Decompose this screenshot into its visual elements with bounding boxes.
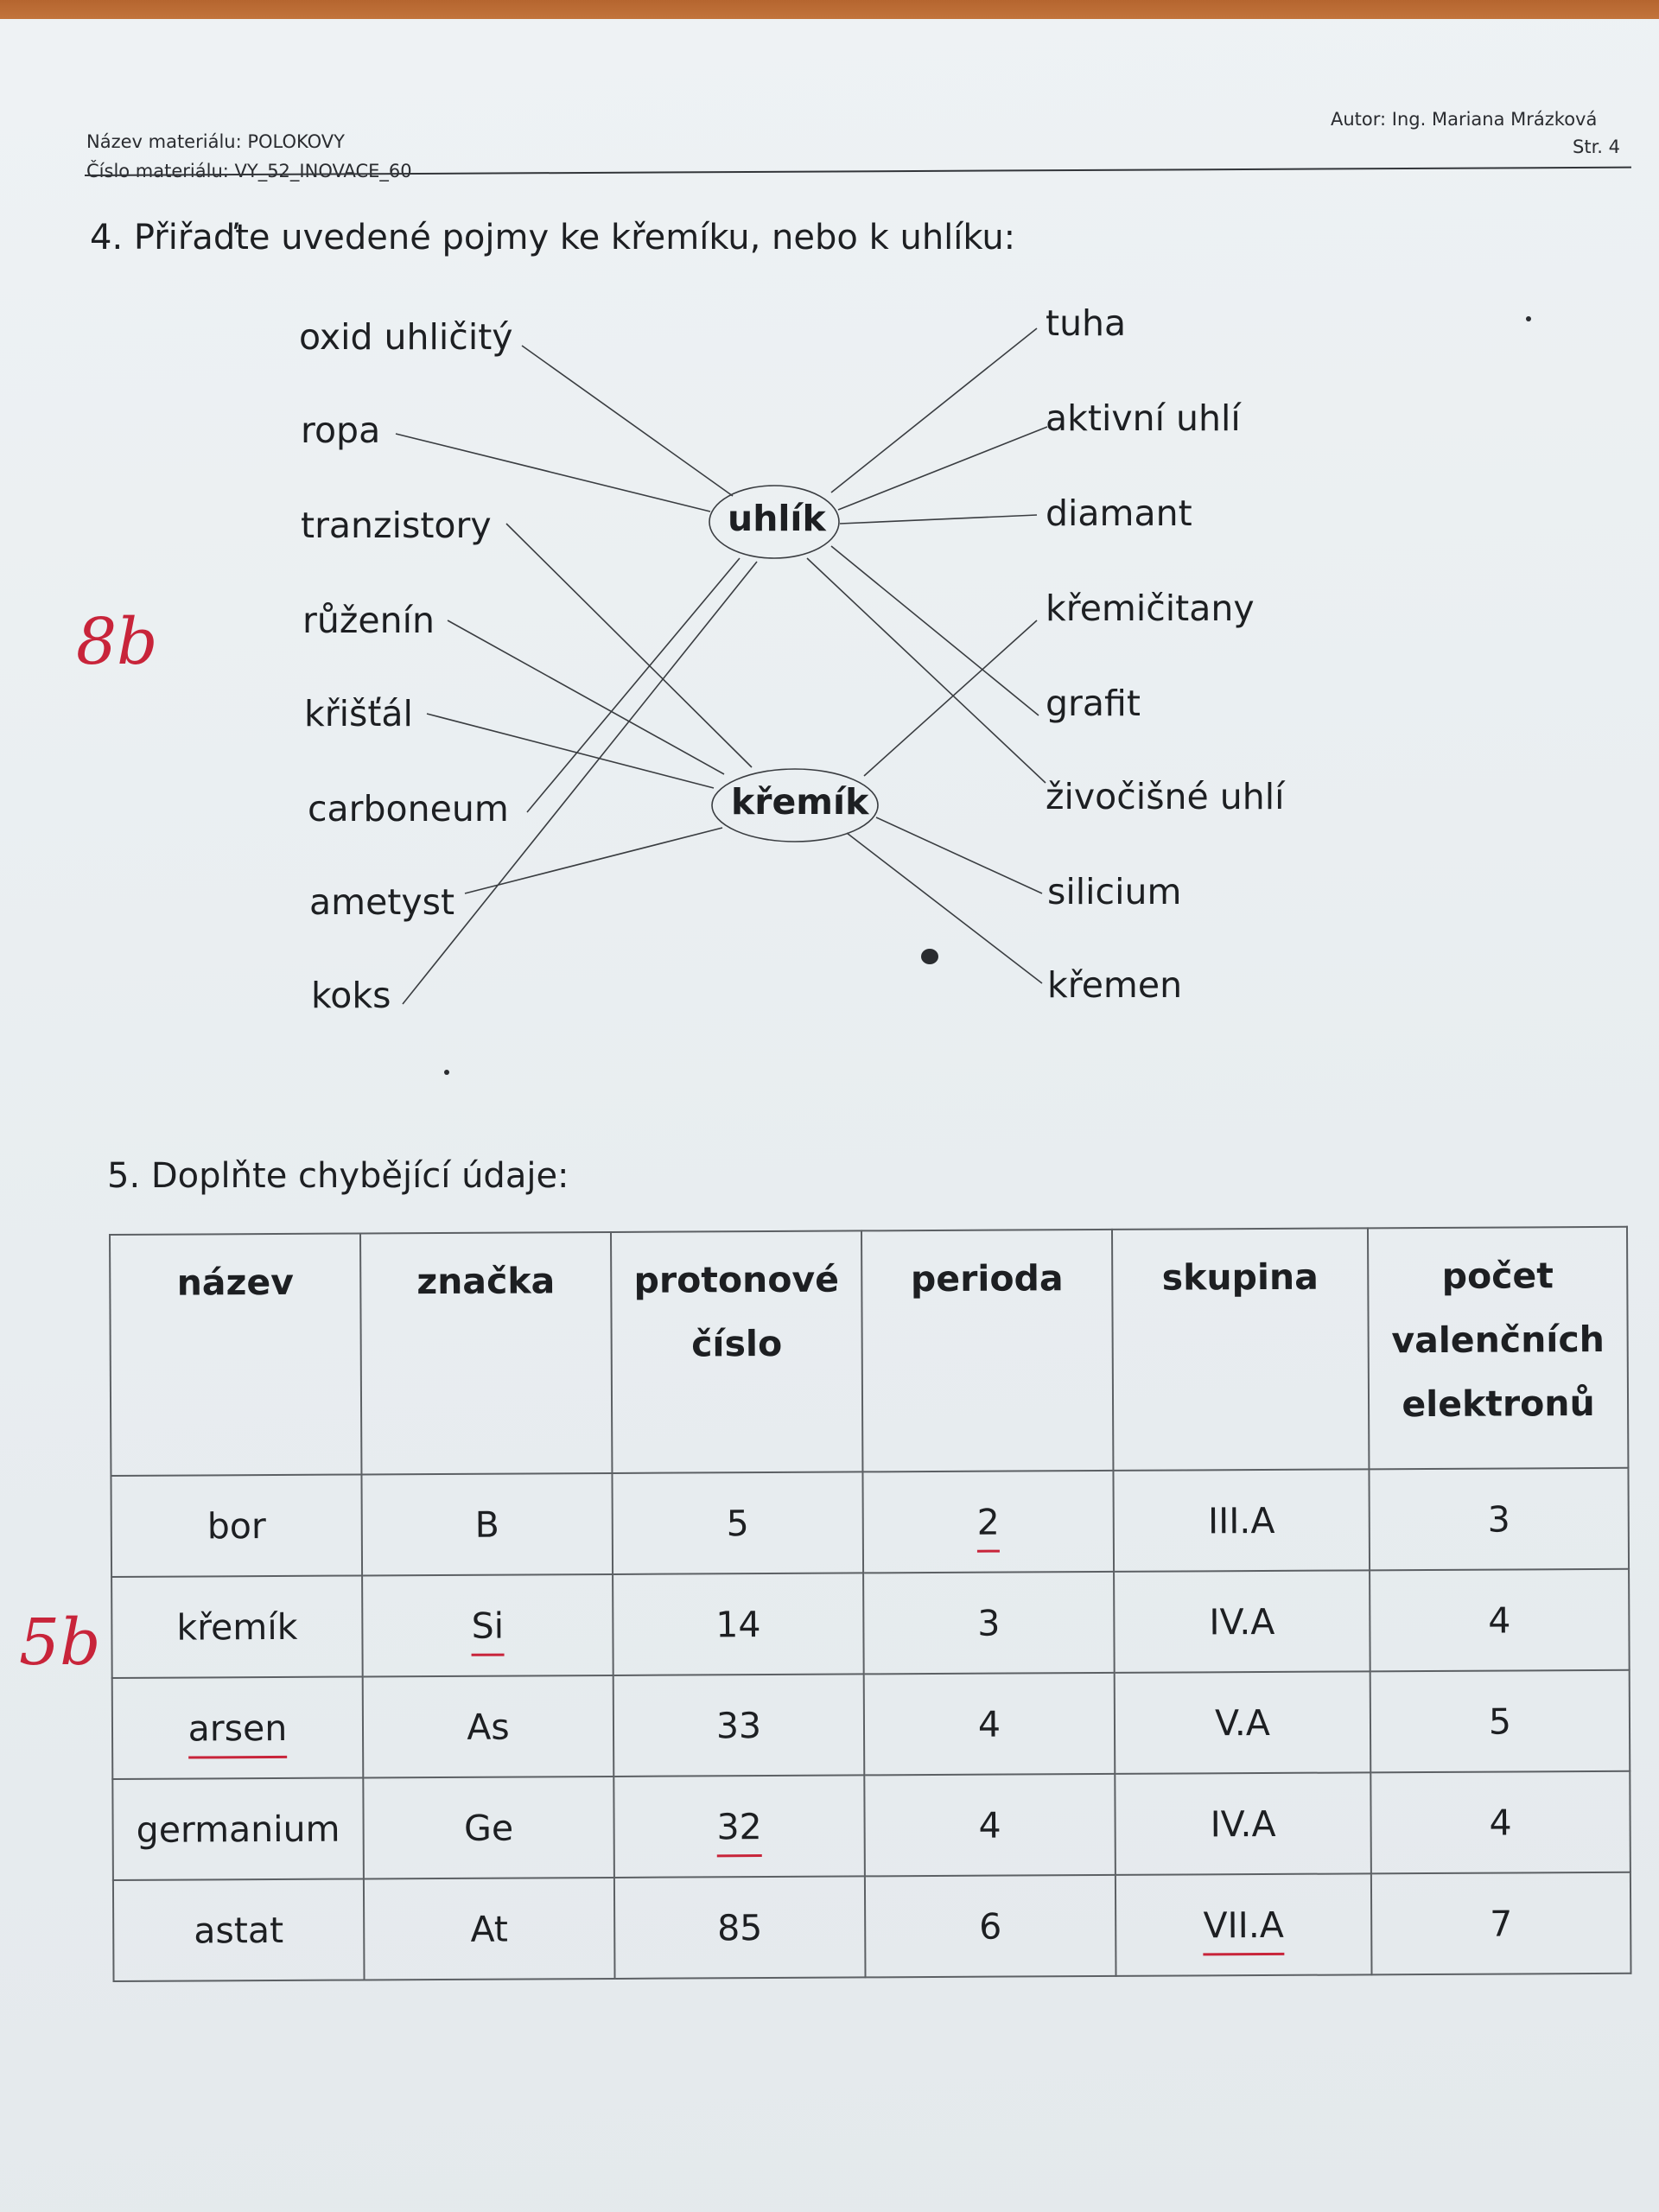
- line-grafit: [831, 546, 1039, 715]
- cell-nazev: [112, 1676, 364, 1779]
- table-row: [112, 1771, 1630, 1880]
- center-kremik: křemík: [731, 781, 869, 823]
- header-nazev: název: [110, 1233, 361, 1476]
- line-tranzistory: [506, 524, 752, 767]
- ink-dot: [1526, 316, 1531, 321]
- cell-valencni-elektrony: 7: [1371, 1872, 1631, 1975]
- header-perioda: perioda: [861, 1230, 1113, 1472]
- material-number: Číslo materiálu: VY_52_INOVACE_60: [86, 161, 412, 181]
- cell-protonove-cislo: 5: [612, 1471, 863, 1574]
- cell-perioda: 6: [865, 1875, 1116, 1978]
- line-koks: [403, 562, 757, 1004]
- cell-valencni-elektrony: 3: [1369, 1468, 1629, 1571]
- line-carboneum: [527, 558, 740, 812]
- corrected-value: Si: [472, 1605, 505, 1656]
- cell-znacka: [362, 1574, 613, 1677]
- line-kremen: [847, 833, 1042, 983]
- cell-perioda: 4: [864, 1673, 1116, 1776]
- author: Autor: Ing. Mariana Mrázková: [1331, 109, 1598, 130]
- right-term: aktivní uhlí: [1046, 397, 1241, 439]
- cell-znacka: As: [363, 1675, 614, 1778]
- table-row: [111, 1569, 1630, 1678]
- cell-nazev: astat: [113, 1878, 365, 1981]
- cell-protonove-cislo: [613, 1775, 865, 1878]
- left-term: křišťál: [304, 693, 413, 734]
- line-ropa: [396, 434, 710, 512]
- right-term: tuha: [1046, 302, 1127, 344]
- header-protonove-cislo: protonové číslo: [611, 1230, 862, 1473]
- left-term: tranzistory: [301, 505, 492, 546]
- left-term: oxid uhličitý: [299, 316, 513, 358]
- line-ametyst: [465, 828, 722, 893]
- header-skupina: skupina: [1112, 1228, 1369, 1471]
- table-row: [112, 1670, 1630, 1779]
- page-number: Str. 4: [1573, 137, 1620, 157]
- right-term: živočišné uhlí: [1046, 776, 1285, 817]
- cell-nazev: křemík: [111, 1575, 363, 1678]
- cell-perioda: 4: [864, 1774, 1116, 1877]
- table-header-row: [110, 1227, 1628, 1476]
- task5-title: 5. Doplňte chybějící údaje:: [107, 1156, 569, 1196]
- left-term: růženín: [302, 600, 435, 641]
- line-diamant: [840, 515, 1037, 524]
- ink-blot: [921, 949, 938, 964]
- cell-nazev: bor: [111, 1474, 362, 1577]
- center-uhlik: uhlík: [728, 498, 826, 539]
- table-row: [113, 1872, 1631, 1981]
- right-term: diamant: [1046, 493, 1192, 534]
- corrected-value: arsen: [188, 1707, 288, 1758]
- grade-task5: 5b: [19, 1605, 101, 1680]
- cell-perioda: 3: [863, 1572, 1115, 1675]
- corrected-value: 2: [977, 1501, 1000, 1552]
- line-silicium: [876, 817, 1042, 893]
- cell-znacka: At: [364, 1878, 615, 1980]
- line-tuha: [831, 328, 1037, 493]
- table-row: [111, 1468, 1629, 1577]
- cell-protonove-cislo: 33: [613, 1674, 865, 1777]
- cell-znacka: B: [361, 1473, 613, 1576]
- left-term: ropa: [301, 410, 381, 451]
- line-ruzenin: [448, 620, 724, 774]
- grade-task4: 8b: [76, 605, 158, 679]
- cell-valencni-elektrony: 4: [1370, 1569, 1630, 1672]
- right-term: křemen: [1047, 964, 1183, 1006]
- left-term: koks: [311, 975, 391, 1016]
- elements-table: [109, 1226, 1632, 1982]
- left-term: carboneum: [308, 788, 509, 830]
- cell-protonove-cislo: 85: [614, 1876, 866, 1979]
- corrected-value: 32: [716, 1806, 761, 1857]
- line-zivocisne-uhli: [807, 558, 1046, 783]
- cell-skupina: V.A: [1115, 1671, 1371, 1774]
- task4-title: 4. Přiřaďte uvedené pojmy ke křemíku, nebo k uhlíku:: [90, 218, 1016, 257]
- cell-skupina: IV.A: [1115, 1772, 1371, 1875]
- left-term: ametyst: [309, 881, 455, 923]
- material-name: Název materiálu: POLOKOVY: [86, 131, 345, 152]
- ink-dot: [444, 1070, 449, 1075]
- right-term: grafit: [1046, 683, 1141, 724]
- cell-skupina: [1116, 1873, 1372, 1976]
- cell-valencni-elektrony: 5: [1370, 1670, 1630, 1773]
- cell-nazev: germanium: [112, 1777, 364, 1880]
- line-aktivni-uhli: [838, 427, 1047, 510]
- cell-skupina: III.A: [1113, 1469, 1370, 1572]
- right-term: silicium: [1047, 871, 1182, 912]
- right-term: křemičitany: [1046, 588, 1255, 629]
- line-kristal: [427, 714, 714, 788]
- corrected-value: VII.A: [1203, 1904, 1284, 1955]
- header-znacka: značka: [360, 1232, 612, 1475]
- cell-perioda: [862, 1471, 1114, 1573]
- cell-valencni-elektrony: 4: [1370, 1771, 1630, 1874]
- cell-znacka: Ge: [363, 1777, 614, 1879]
- cell-skupina: IV.A: [1114, 1570, 1370, 1673]
- cell-protonove-cislo: 14: [613, 1573, 864, 1675]
- header-pocet-valencnich-elektronu: počet valenčních elektronů: [1368, 1227, 1628, 1470]
